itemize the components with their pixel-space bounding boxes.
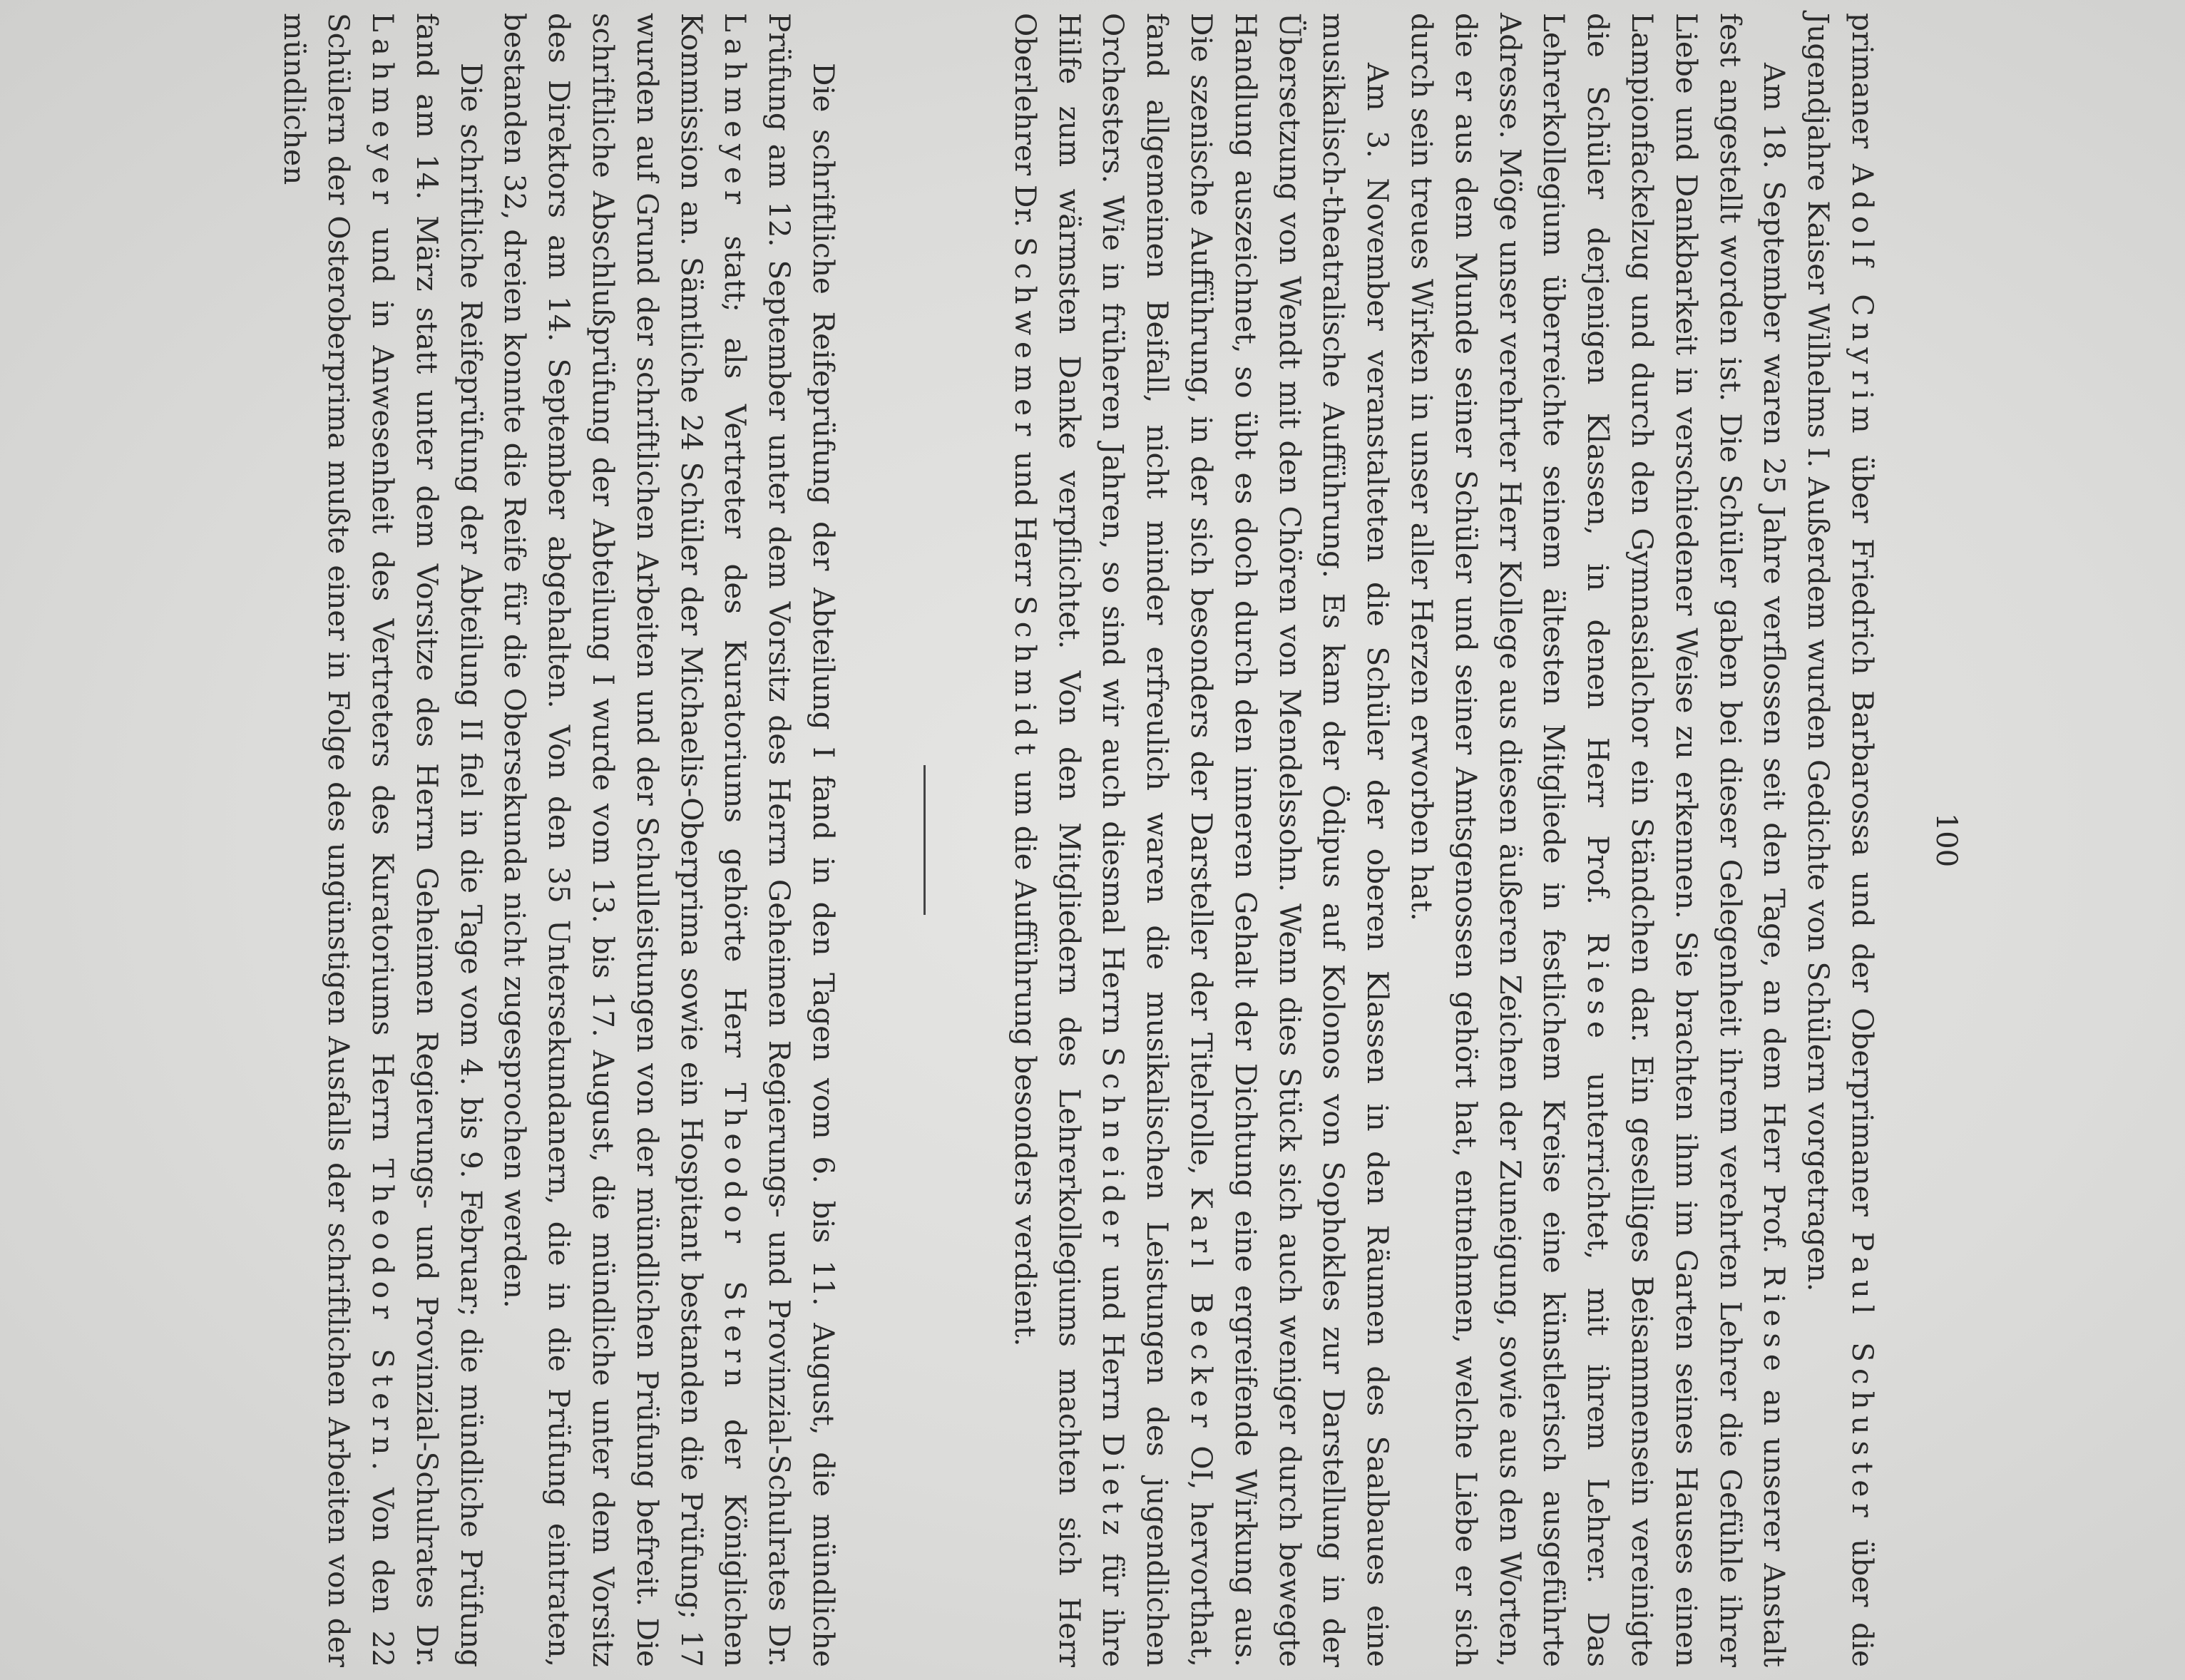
person-name: Paul Schuster [1846, 1231, 1880, 1524]
text-run: Am 3. November veranstalteten die Schüler der oberen Klassen in den Räumen des Saalbaues eine musikalisch-theatralische Aufführung. Es kam der Ödipus auf Kolonos von Sophokles zur Darstellung in der Übersetzung von Wendt mit den Chören von Mendelssohn. Wenn dies Stück sich auch weniger durch bewegte Handlung auszeichnet, so übt es doch durch den inneren Gehalt der Dichtung eine ergreifende Wirkung aus. Die szenische Aufführung, in der sich besonders der Darsteller der Titelrolle, [1184, 13, 1396, 1667]
paragraph-lectures [1796, 13, 1884, 1667]
person-name: Schmidt [1008, 595, 1043, 762]
person-name: Riese [1581, 933, 1616, 1045]
person-name: Adolf Cnyrim [1846, 163, 1880, 440]
text-run: Die schriftliche Reifeprüfung der Abteilung II fiel in die Tage vom 4. bis 9. Februar; die mündliche Prüfung fand am 14. März statt unter dem Vorsitze des Herrn Geheimen Regierungs- und Provinzial-Schulrates Dr. [409, 13, 488, 1667]
text-run: und Herr [1008, 442, 1043, 596]
person-name: Theodor Stern [718, 1082, 753, 1394]
paragraph-exam-division-1 [493, 13, 845, 1667]
text-run: primaner [1846, 13, 1880, 164]
text-run: statt; als Vertreter des Kuratoriums gehörte Herr [718, 210, 753, 1083]
paragraph-anniversary [1399, 13, 1796, 1667]
text-run: Die schriftliche Reifeprüfung der Abteilung I fand in den Tagen vom 6. bis 11. August, die mündliche Prüfung am 12. September unter dem Vorsitz des Herrn Geheimen Regierungs- und Provinzial-Schulrates Dr. [762, 13, 841, 1667]
document-page [66, 13, 2119, 1667]
person-name: Lahmeyer [718, 13, 753, 210]
text-run: an unserer Anstalt fest angestellt worden ist. Die Schüler gaben bei dieser Gelegenheit ihrem verehrten Lehrer die Gefühle ihrer Liebe und Dankbarkeit in verschiedener Weise zu erkennen. Sie brachten ihm im Garten seines Hauses einen Lampionfackelzug und durch den Gymnasialchor ein Ständchen dar. Ein geselliges Beisammensein vereinigte die Schüler derjenigen Klassen, in denen Herr Prof. [1581, 13, 1792, 1667]
text-run: und Herrn [1096, 1253, 1131, 1433]
page-number: 100 [1930, 812, 1963, 868]
person-name: Karl Becker [1184, 1187, 1219, 1434]
person-name: Dietz [1096, 1433, 1131, 1542]
text-run: OI, hervorthat, fand allgemeinen Beifall, nicht minder erfreulich waren die musikalischen Leistungen des jugendlichen Orchesters. Wie in früheren Jahren, so sind wir auch diesmal Herrn [1096, 13, 1219, 1667]
person-name: Riese [1757, 1266, 1792, 1378]
text-run: der Königlichen Kommission an. Sämtliche 24 Schüler der Michaelis-Oberprima sowie ein Hospitant bestanden die Prüfung; 17 wurden auf Grund der schriftlichen Arbeiten und der Schulleistungen von der mündlichen Prüfung befreit. Die schriftliche Abschlußprüfung der Abteilung I wurde vom 13. bis 17. August, die mündliche unter dem Vorsitz des Direktors am 14. September abgehalten. Von den 35 Untersekundanern, die in die Prüfung eintraten, bestanden 32, dreien konnte die Reife für die Obersekunda nicht zugesprochen werden. [498, 13, 753, 1667]
body-text [272, 13, 1884, 1667]
text-run: für ihre Hilfe zum wärmsten Danke verpflichtet. Von den Mitgliedern des Lehrerkollegiums machten sich Herr Oberlehrer Dr. [1008, 13, 1131, 1668]
person-name: Schneider [1096, 1047, 1131, 1254]
text-run: über die Jugendjahre Kaiser Wilhelms I. Außerdem wurden Gedichte von Schülern vorgetragen. [1801, 13, 1880, 1668]
section-divider [923, 765, 926, 915]
text-run: . Von den 22 Schülern der Osteroberprima mußte einer in Folge des ungünstigen Ausfalls der schriftlichen Arbeiten von der mündlichen [277, 13, 401, 1667]
paragraph-exam-division-2 [272, 13, 493, 1667]
rotated-page-content [66, 13, 2119, 1667]
paragraph-performance [1003, 13, 1399, 1667]
person-name: Lahmeyer [366, 13, 401, 210]
text-run: um die Aufführung besonders verdient. [1008, 761, 1043, 1347]
text-run: Am 18. September waren 25 Jahre verflossen seit den Tage, an dem Herr Prof. [1757, 63, 1792, 1266]
text-run: über Friedrich Barbarossa und der Oberprimaner [1846, 439, 1880, 1232]
text-run: unterrichtet, mit ihrem Lehrer. Das Lehrerkollegium überreichte seinem ältesten Mitgliede in festlichem Kreise eine künstlerisch ausgeführte Adresse. Möge unser verehrter Herr Kollege aus diesen äußeren Zeichen der Zuneigung, sowie aus den Worten, die er aus dem Munde seiner Schüler und seiner Amtsgenossen gehört hat, entnehmen, welche Liebe er sich durch sein treues Wirken in unser aller Herzen erworben hat. [1405, 13, 1616, 1667]
text-run: und in Anwesenheit des Vertreters des Kuratoriums Herrn [366, 210, 401, 1159]
person-name: Theodor Stern [366, 1158, 401, 1462]
person-name: Schwemer [1008, 237, 1043, 443]
